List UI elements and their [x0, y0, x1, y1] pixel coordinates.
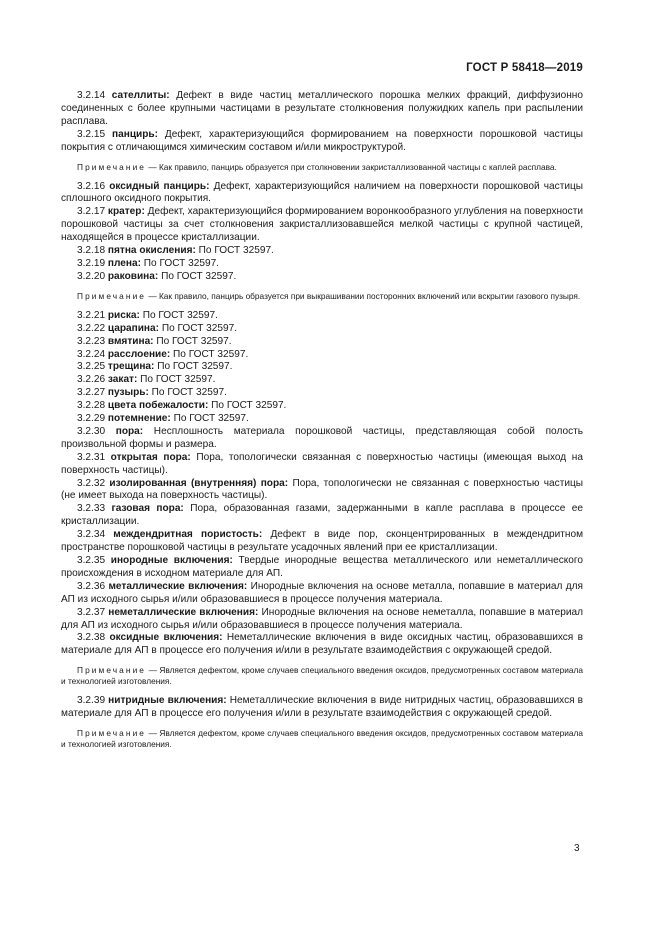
- note: Примечание — Как правило, панцирь образуется при столкновении закристаллизованной частицы с каплей расплава.: [77, 161, 557, 172]
- term-entry: 3.2.24 расслоение: По ГОСТ 32597.: [77, 348, 249, 360]
- term-entry: 3.2.33 газовая пора: Пора, образованная газами, задержанными в капле расплава в процессе ее кристаллизации.: [61, 503, 584, 528]
- term-entry: 3.2.25 трещина: По ГОСТ 32597.: [77, 361, 233, 373]
- term-entry: 3.2.17 кратер: Дефект, характеризующийся формированием воронкообразного углубления на поверхности порошковой частицы за счет столкновения закристаллизовавшейся мелкой частицы с крупной частицей, находящейся в процессе кристаллизации.: [61, 206, 583, 244]
- term-entry: 3.2.15 панцирь: Дефект, характеризующийся формированием на поверхности порошковой частицы покрытия с отличающимся химическим составом и/или микроструктурой.: [61, 128, 583, 153]
- term-entry: 3.2.22 царапина: По ГОСТ 32597.: [77, 322, 238, 334]
- term-entry: 3.2.20 раковина: По ГОСТ 32597.: [77, 270, 237, 282]
- term-entry: 3.2.38 оксидные включения: Неметаллические включения в виде оксидных частиц, образовавшихся в материале для АП в процессе его получения и/или в результате взаимодействия с окружающей средой.: [61, 632, 583, 657]
- document-code: ГОСТ Р 58418—2019: [466, 62, 583, 74]
- term-entry: 3.2.31 открытая пора: Пора, топологически связанная с поверхностью частицы (имеющая выход на поверхность частицы).: [61, 451, 583, 476]
- term-entry: 3.2.39 нитридные включения: Неметаллические включения в виде нитридных частиц, образовавшихся в материале для АП в процессе его получения и/или в результате взаимодействия с окружающей средой.: [61, 695, 584, 720]
- term-entry: 3.2.14 сателлиты: Дефект в виде частиц металлического порошка мелких фракций, диффузионно соединенных с более крупными частицами в результате столкновения полужидких капель при распылении расплава.: [61, 90, 583, 127]
- terms-content: [61, 90, 583, 758]
- term-entry: 3.2.23 вмятина: По ГОСТ 32597.: [77, 335, 232, 347]
- term-entry: 3.2.32 изолированная (внутренняя) пора: Пора, топологически не связанная с поверхностью частицы (не имеет выхода на поверхность частицы).: [61, 477, 584, 502]
- term-entry: 3.2.16 оксидный панцирь: Дефект, характеризующийся наличием на поверхности порошковой частицы сплошного оксидного покрытия.: [61, 180, 583, 205]
- term-entry: 3.2.27 пузырь: По ГОСТ 32597.: [77, 387, 227, 399]
- term-entry: 3.2.21 риска: По ГОСТ 32597.: [77, 309, 218, 321]
- term-entry: 3.2.34 междендритная пористость: Дефект в виде пор, сконцентрированных в междендритном пространстве порошковой частицы в результате усадочных явлений при ее кристаллизации.: [61, 529, 584, 554]
- term-entry: 3.2.35 инородные включения: Твердые инородные вещества металлического или неметаллического происхождения в исходном материале для АП.: [61, 555, 583, 579]
- term-entry: 3.2.28 цвета побежалости: По ГОСТ 32597.: [77, 400, 287, 412]
- note: Примечание — Является дефектом, кроме случаев специального введения оксидов, предусмотренных составом материала и технологией изготовления.: [61, 728, 583, 750]
- term-entry: 3.2.30 пора: Несплошность материала порошковой частицы, представляющая собой полость произвольной формы и размера.: [61, 425, 583, 450]
- note: Примечание — Как правило, панцирь образуется при выкрашивании посторонних включений или вскрытии газового пузыря.: [77, 290, 581, 301]
- term-entry: 3.2.18 пятна окисления: По ГОСТ 32597.: [77, 245, 274, 257]
- term-entry: 3.2.26 закат: По ГОСТ 32597.: [77, 374, 216, 386]
- note: Примечание — Является дефектом, кроме случаев специального введения оксидов, предусмотренных составом материала и технологией изготовления.: [61, 665, 583, 687]
- term-entry: 3.2.36 металлические включения: Инородные включения на основе металла, попавшие в материал для АП из исходного сырья и/или образовавшиеся в процессе получения материала.: [61, 580, 583, 605]
- term-entry: 3.2.37 неметаллические включения: Инородные включения на основе неметалла, попавшие в материал для АП из исходного сырья и/или образовавшиеся в процессе получения материала.: [61, 606, 583, 631]
- term-entry: 3.2.19 плена: По ГОСТ 32597.: [77, 257, 219, 269]
- term-entry: 3.2.29 потемнение: По ГОСТ 32597.: [77, 413, 249, 425]
- page-number: 3: [574, 843, 580, 854]
